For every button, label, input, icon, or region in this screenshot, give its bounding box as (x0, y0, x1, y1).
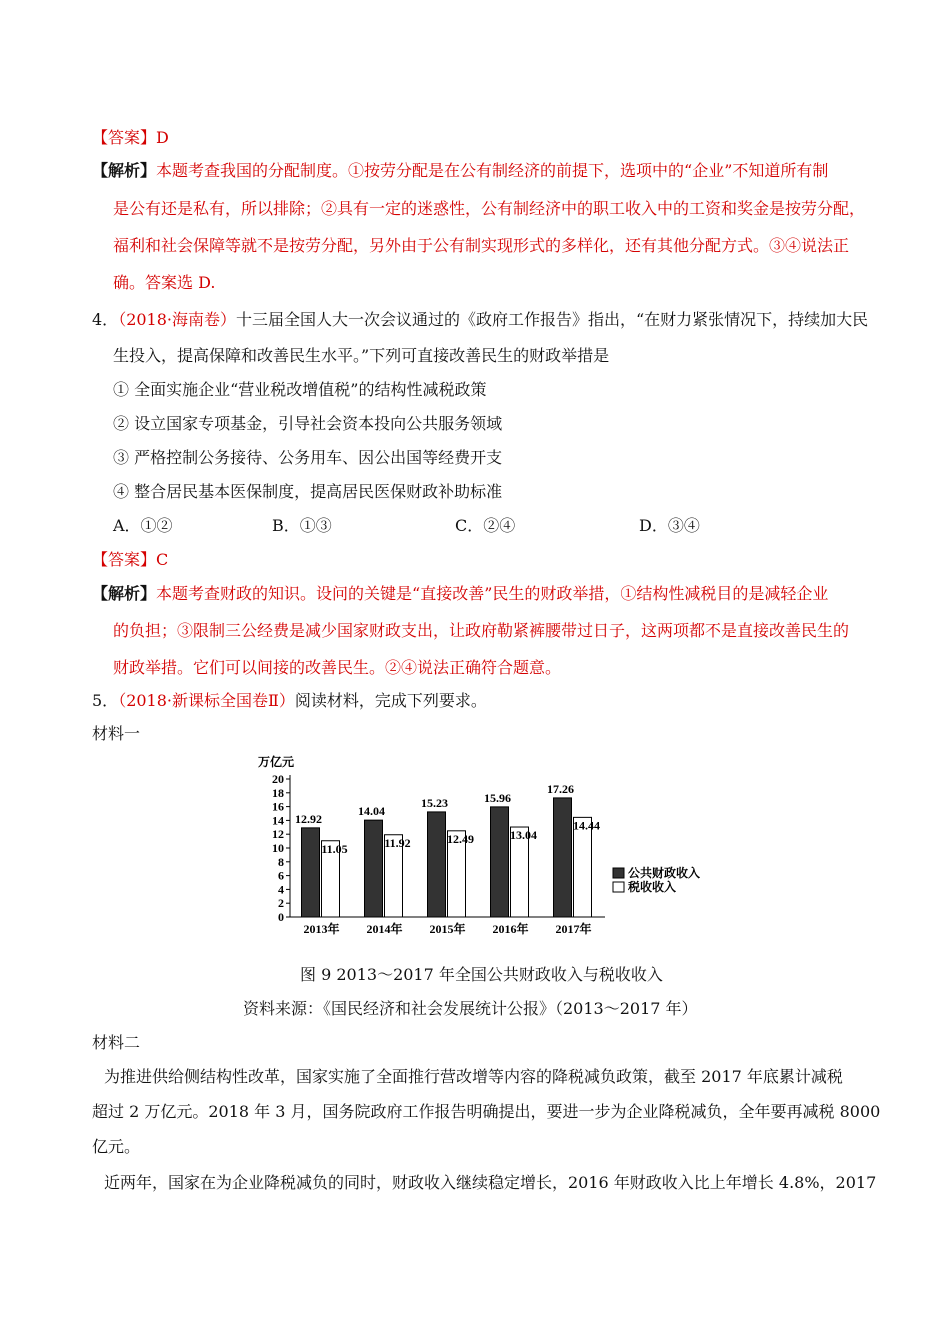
question-source: （2018·海南卷） (118, 310, 236, 329)
bar-public-revenue (554, 798, 572, 917)
answer-tag: 【答案】 (92, 128, 157, 147)
y-tick-label: 2 (278, 896, 284, 911)
legend-swatch (613, 882, 624, 892)
y-tick-label: 0 (278, 910, 284, 924)
q4-analysis-line-1 (92, 583, 828, 605)
q4-option-b: B．①③ (272, 516, 332, 535)
question-number: 5． (92, 691, 119, 710)
q4-item-4: ④ 整合居民基本医保制度，提高居民医保财政补助标准 (113, 482, 503, 501)
x-tick-label: 2017年 (555, 922, 592, 936)
bar-public-revenue (428, 812, 446, 917)
bar-data-label: 17.26 (547, 781, 574, 796)
q4-item-1: ① 全面实施企业“营业税改增值税”的结构性减税政策 (113, 380, 487, 399)
q4-option-a: A．①② (113, 516, 173, 535)
bar-data-label: 15.23 (421, 795, 448, 810)
q4-analysis-line-3: 财政举措。它们可以间接的改善民生。②④说法正确符合题意。 (113, 658, 562, 677)
q3-analysis-line-3: 福利和社会保障等就不是按劳分配，另外由于公有制实现形式的多样化，还有其他分配方式。③④说法正 (113, 236, 850, 255)
figure-caption: 图 9 2013～2017 年全国公共财政收入与税收收入 (300, 965, 663, 984)
x-tick-label: 2015年 (429, 922, 466, 936)
q4-item-3: ③ 严格控制公务接待、公务用车、因公出国等经费开支 (113, 448, 503, 467)
material-1-label: 材料一 (92, 724, 141, 743)
legend-swatch (613, 868, 624, 878)
q5-stem (92, 690, 487, 712)
x-tick-label: 2016年 (492, 922, 529, 936)
y-tick-label: 4 (278, 882, 284, 897)
material-2-paragraph-1-line-2: 超过 2 万亿元。2018 年 3 月，国务院政府工作报告明确提出，要进一步为企业降税减负，全年要再减税 8000 (92, 1102, 881, 1121)
y-tick-label: 12 (272, 827, 284, 842)
bar-data-label: 14.44 (573, 818, 600, 833)
material-2-paragraph-1-line-3: 亿元。 (92, 1137, 141, 1156)
y-axis-unit-label: 万亿元 (258, 755, 295, 769)
analysis-text: 本题考查财政的知识。设问的关键是“直接改善”民生的财政举措，①结构性减税目的是减轻企业 (156, 584, 829, 603)
question-source: （2018·新课标全国卷Ⅱ） (118, 691, 295, 710)
analysis-text: 本题考查我国的分配制度。①按劳分配是在公有制经济的前提下，选项中的“企业”不知道所有制 (156, 161, 829, 180)
y-tick-label: 20 (272, 772, 284, 786)
q3-analysis-line-1 (92, 160, 828, 182)
legend-label: 税收收入 (628, 880, 677, 894)
q4-analysis-line-2: 的负担；③限制三公经费是减少国家财政支出，让政府勒紧裤腰带过日子，这两项都不是直接改善民生的 (113, 621, 850, 640)
question-stem: 阅读材料，完成下列要求。 (294, 691, 487, 710)
y-tick-label: 14 (272, 813, 284, 828)
q4-option-d: D．③④ (639, 516, 700, 535)
answer-value: D (156, 128, 169, 147)
material-2-paragraph-2-line-1: 近两年，国家在为企业降税减负的同时，财政收入继续稳定增长，2016 年财政收入比上年增长 4.8%，2017 (104, 1173, 877, 1192)
q4-answer (92, 549, 168, 571)
bar-data-label: 12.92 (295, 811, 322, 826)
bar-data-label: 13.04 (510, 828, 537, 843)
bar-data-label: 12.49 (447, 831, 474, 846)
y-tick-label: 6 (278, 868, 284, 883)
bar-public-revenue (302, 828, 320, 917)
material-2-paragraph-1-line-1: 为推进供给侧结构性改革，国家实施了全面推行营改增等内容的降税减负政策，截至 2017 年底累计减税 (104, 1067, 843, 1086)
question-stem: 十三届全国人大一次会议通过的《政府工作报告》指出，“在财力紧张情况下，持续加大民 (236, 310, 869, 329)
question-number: 4． (92, 310, 119, 329)
y-tick-label: 8 (278, 854, 284, 869)
analysis-tag: 【解析】 (92, 584, 157, 603)
bar-data-label: 11.05 (321, 841, 348, 856)
bar-data-label: 14.04 (358, 804, 385, 819)
material-2-label: 材料二 (92, 1033, 141, 1052)
y-tick-label: 10 (272, 841, 284, 855)
q4-stem-line-2: 生投入，提高保障和改善民生水平。”下列可直接改善民生的财政举措是 (113, 346, 610, 365)
x-tick-label: 2013年 (303, 922, 340, 936)
figure-source: 资料来源：《国民经济和社会发展统计公报》（2013～2017 年） (243, 999, 698, 1018)
q4-item-2: ② 设立国家专项基金，引导社会资本投向公共服务领域 (113, 414, 503, 433)
q3-analysis-line-2: 是公有还是私有，所以排除；②具有一定的迷惑性，公有制经济中的职工收入中的工资和奖金是按劳分配， (113, 199, 866, 218)
legend-label: 公共财政收入 (628, 866, 701, 880)
q4-option-c: C．②④ (455, 516, 516, 535)
revenue-bar-chart (240, 748, 720, 948)
y-tick-label: 16 (272, 799, 284, 814)
x-tick-label: 2014年 (366, 922, 403, 936)
y-tick-label: 18 (272, 785, 284, 800)
answer-value: C (156, 550, 169, 569)
answer-tag: 【答案】 (92, 550, 157, 569)
bar-public-revenue (365, 820, 383, 917)
q3-answer (92, 127, 169, 149)
analysis-tag: 【解析】 (92, 161, 157, 180)
q3-analysis-line-4: 确。答案选 D. (113, 273, 216, 292)
bar-data-label: 15.96 (484, 790, 511, 805)
bar-data-label: 11.92 (384, 835, 411, 850)
bar-public-revenue (491, 807, 509, 917)
q4-stem-line-1 (92, 309, 868, 331)
